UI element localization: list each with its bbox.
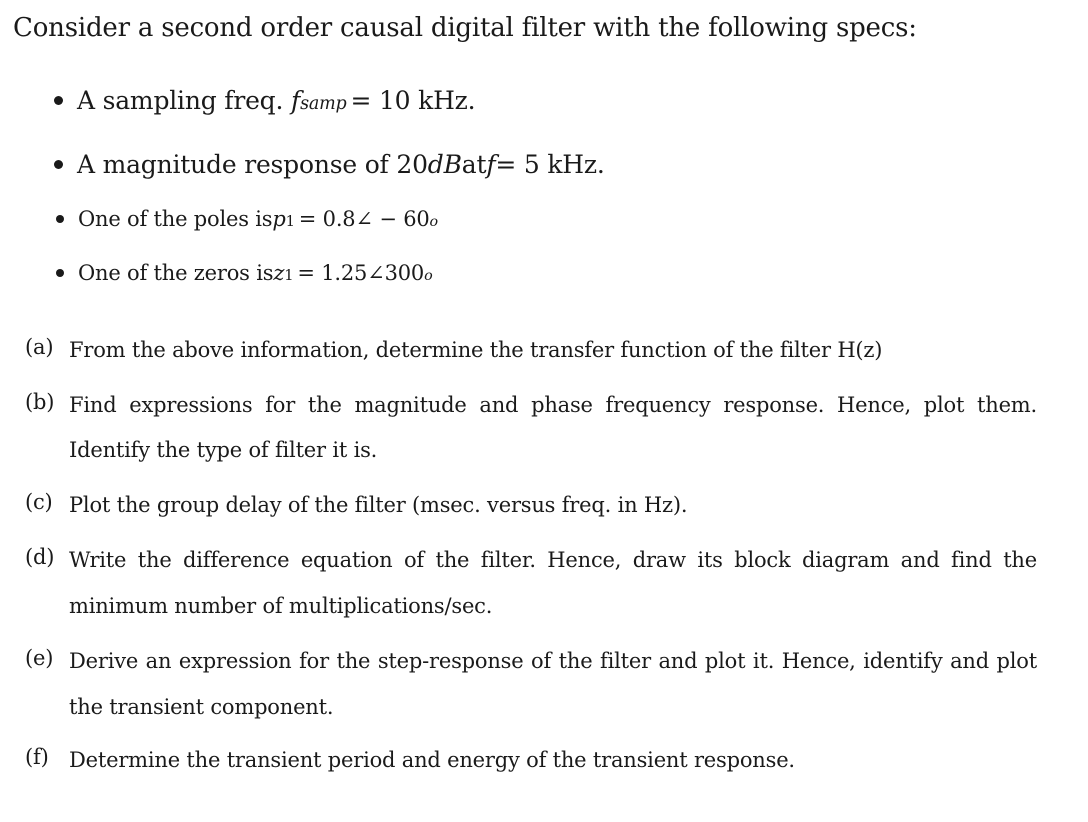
part-label: (a) — [25, 335, 54, 359]
part-label: (d) — [25, 545, 55, 569]
spec-pole — [56, 207, 438, 231]
question-part-a — [25, 335, 1045, 365]
part-line: Find expressions for the magnitude and phase frequency response. Hence, plot them. — [69, 393, 1037, 417]
math-variable: z — [273, 261, 285, 285]
part-label: (e) — [25, 646, 54, 670]
part-line: Write the difference equation of the filter. Hence, draw its block diagram and find the — [69, 548, 1037, 572]
math-subscript: 1 — [285, 213, 295, 230]
part-line: minimum number of multiplications/sec. — [69, 594, 493, 618]
spec-zero — [56, 261, 432, 285]
question-part-c — [25, 490, 1045, 520]
part-line: Identify the type of filter it is. — [69, 438, 378, 462]
part-label: (c) — [25, 490, 53, 514]
part-line: the transient component. — [69, 695, 334, 719]
question-part-f — [25, 745, 1045, 775]
spec-value: = 0.8∠ − 60 — [298, 207, 430, 231]
part-label: (b) — [25, 390, 55, 414]
math-superscript: o — [424, 268, 433, 284]
spec-text: A magnitude response of 20 — [77, 150, 428, 179]
spec-value: = 10 kHz. — [350, 86, 476, 115]
spec-value: = 1.25∠300 — [297, 261, 425, 285]
math-variable: f — [291, 86, 301, 115]
math-variable: p — [272, 207, 286, 231]
part-line: Plot the group delay of the filter (msec. versus freq. in Hz). — [69, 493, 688, 517]
part-label: (f) — [25, 745, 49, 769]
spec-text: A sampling freq. — [77, 86, 284, 115]
part-line: Determine the transient period and energy of the transient response. — [69, 748, 795, 772]
part-line: Derive an expression for the step-response of the filter and plot it. Hence, identify and plot — [69, 649, 1037, 673]
spec-magnitude-response — [54, 150, 605, 179]
spec-sampling-frequency — [54, 86, 475, 115]
spec-connector: at — [461, 150, 487, 179]
math-subscript: 1 — [284, 267, 294, 284]
bullet-dot — [56, 269, 64, 277]
spec-value: = 5 kHz. — [495, 150, 605, 179]
question-part-b — [25, 390, 1037, 473]
math-superscript: o — [429, 214, 438, 230]
math-variable: f — [486, 150, 496, 179]
question-part-e — [25, 646, 1037, 730]
bullet-dot — [56, 215, 64, 223]
math-unit: dB — [427, 150, 462, 179]
part-line: From the above information, determine the transfer function of the filter H(z) — [69, 338, 883, 362]
bullet-dot — [54, 160, 63, 169]
spec-text: One of the poles is — [78, 207, 273, 231]
intro-text: Consider a second order causal digital filter with the following specs: — [13, 13, 917, 43]
spec-text: One of the zeros is — [78, 261, 274, 285]
bullet-dot — [54, 96, 63, 105]
question-part-d — [25, 545, 1037, 629]
math-subscript: samp — [300, 94, 347, 114]
